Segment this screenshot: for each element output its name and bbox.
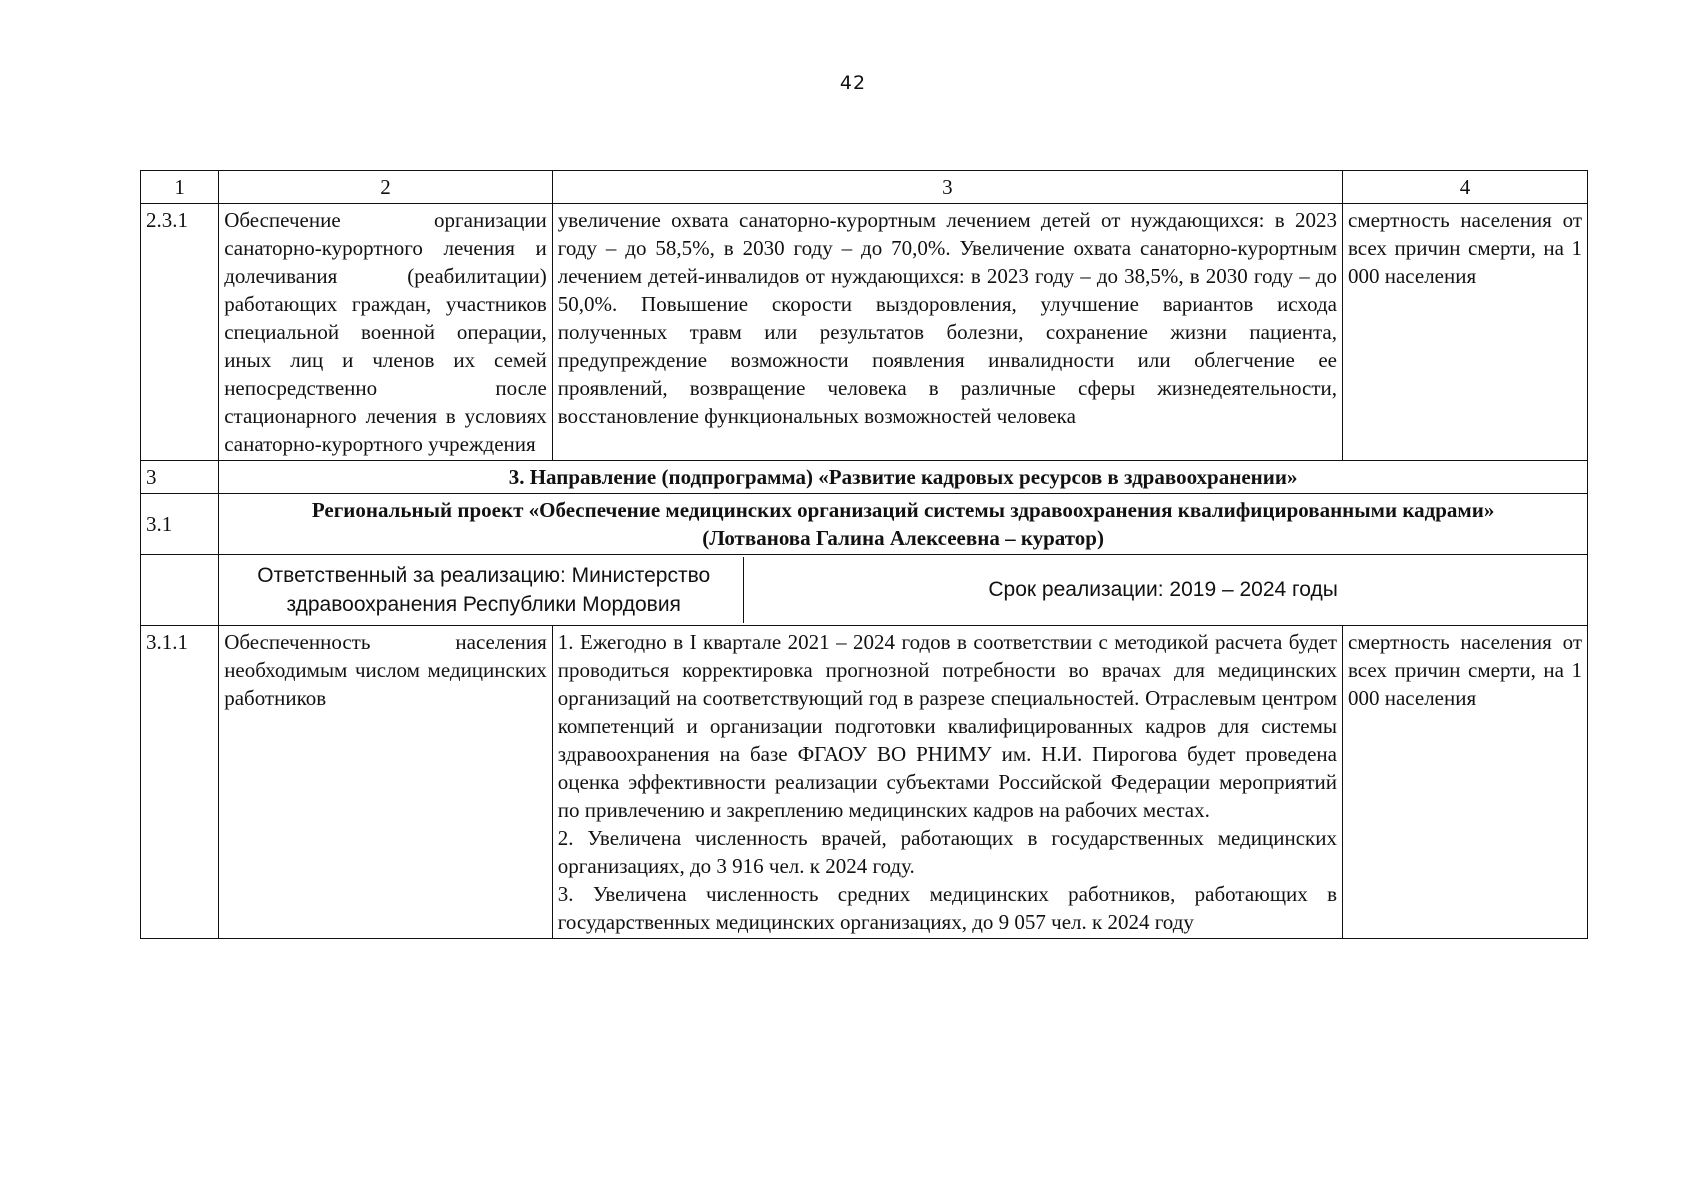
row-number: 3.1.1 <box>141 626 219 939</box>
header-col-1: 1 <box>141 171 219 204</box>
task-name: Обеспеченность населения необходимым числом медицинских работников <box>219 626 553 939</box>
table-row <box>141 204 1588 461</box>
section-title: 3. Направление (подпрограмма) «Развитие кадровых ресурсов в здравоохранении» <box>219 461 1588 494</box>
header-row <box>141 171 1588 204</box>
header-col-4: 4 <box>1343 171 1588 204</box>
section-row <box>141 461 1588 494</box>
project-title: Региональный проект «Обеспечение медицинских организаций системы здравоохранения квалифицированными кадрами» (Лотванова Галина Алексеевна – куратор) <box>219 494 1588 555</box>
effect-item-3: 3. Увеличена численность средних медицинских работников, работающих в государственных медицинских организациях, до 9 057 чел. к 2024 году <box>557 882 1337 934</box>
row-number: 2.3.1 <box>141 204 219 461</box>
task-indicator: смертность населения от всех причин смерти, на 1 000 населения <box>1343 204 1588 461</box>
task-name: Обеспечение организации санаторно-курортного лечения и долечивания (реабилитации) работающих граждан, участников специальной военной операции, иных лиц и членов их семей непосредственно после стационарного лечения в условиях санаторно-курортного учреждения <box>219 204 553 461</box>
responsibility-cell <box>219 555 1588 626</box>
responsibility-row <box>141 555 1588 626</box>
effect-item-1: 1. Ежегодно в I квартале 2021 – 2024 годов в соответствии с методикой расчета будет проводиться корректировка прогнозной потребности во врачах для медицинских организаций на соответствующий год в разрезе специальностей. Отраслевым центром компетенций и организации подготовки квалифицированных кадров для системы здравоохранения на базе ФГАОУ ВО РНИМУ им. Н.И. Пирогова будет проведена оценка эффективности реализации субъектами Российской Федерации мероприятий по привлечению и закреплению медицинских кадров на рабочих местах. <box>557 630 1337 822</box>
responsible-text: Ответственный за реализацию: Министерство здравоохранения Республики Мордовия <box>224 557 744 623</box>
project-row <box>141 494 1588 555</box>
empty-cell <box>141 555 219 626</box>
term-text: Срок реализации: 2019 – 2024 годы <box>988 578 1338 601</box>
effect-item-2: 2. Увеличена численность врачей, работающих в государственных медицинских организациях, до 3 916 чел. к 2024 году. <box>557 826 1337 878</box>
page-number: 42 <box>839 72 867 94</box>
header-col-2: 2 <box>219 171 553 204</box>
header-col-3: 3 <box>552 171 1342 204</box>
section-number: 3 <box>141 461 219 494</box>
program-table <box>140 170 1588 939</box>
project-number: 3.1 <box>141 494 219 555</box>
task-effect: увеличение охвата санаторно-курортным лечением детей от нуждающихся: в 2023 году – до 58,5%, в 2030 году – до 70,0%. Увеличение охвата санаторно-курортным лечением детей-инвалидов от нуждающихся: в 2023 году – до 38,5%, в 2030 году – до 50,0%. Повышение скорости выздоровления, улучшение вариантов исхода полученных травм или результатов болезни, сохранение жизни пациента, предупреждение возможности появления инвалидности или облегчение ее проявлений, возвращение человека в различные сферы жизнедеятельности, восстановление функциональных возможностей человека <box>552 204 1342 461</box>
task-indicator: смертность населения от всех причин смерти, на 1 000 населения <box>1343 626 1588 939</box>
task-effect <box>552 626 1342 939</box>
table-row <box>141 626 1588 939</box>
